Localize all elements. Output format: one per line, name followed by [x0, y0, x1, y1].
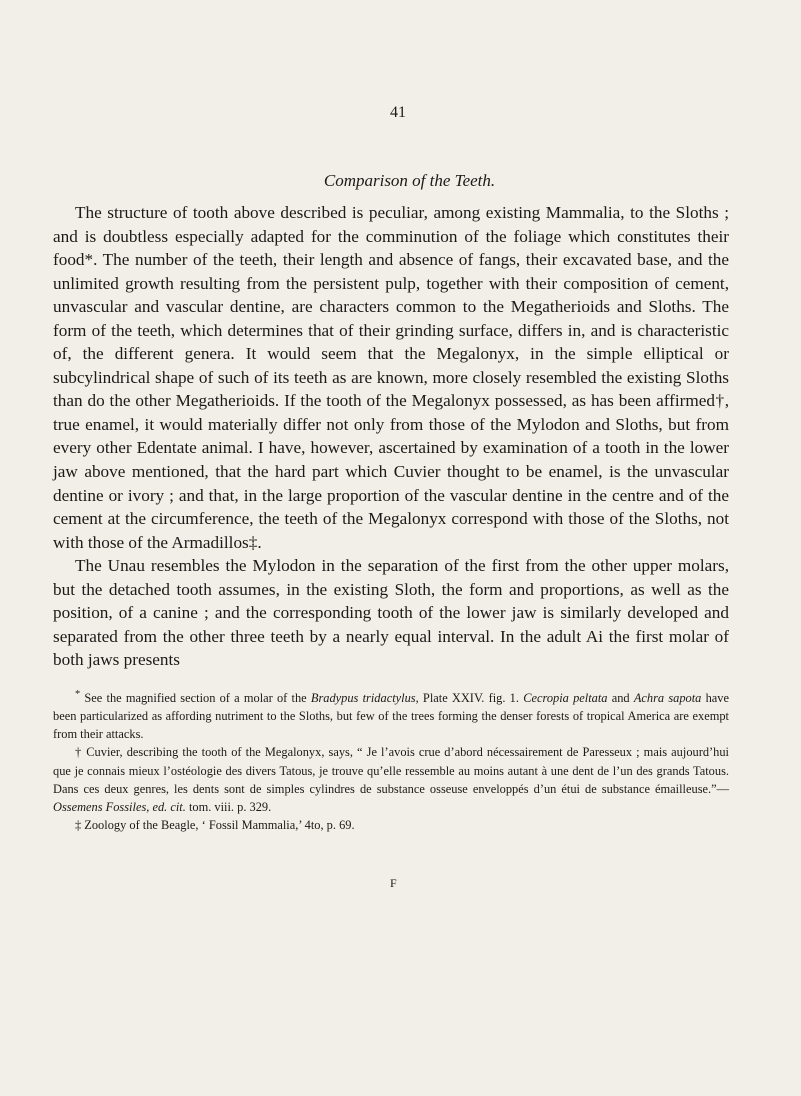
paragraph-2: The Unau resembles the Mylodon in the separation of the first from the other upper molars, but the detached tooth assumes, in the existing Sloth, the form and proportions, as well as the position, of a canine ; and the corresponding tooth of the lower jaw is similarly developed and separated from the other three teeth by a nearly equal interval. In the adult Ai the first molar of both jaws presents — [53, 556, 729, 670]
footnote-star-and: and — [607, 691, 634, 706]
paragraph-1: The structure of tooth above described is peculiar, among existing Mammalia, to the Sloths ; and is doubtless especially adapted for the comminution of the foliage which constitutes their food*. The number of the teeth, their length and absence of fangs, their excavated base, and the unlimited growth resulting from the persistent pulp, together with their composition of cement, unvascular and vascular dentine, are characters common to the Megatherioids and Sloths. The form of the teeth, which determines that of their grinding surface, differs in, and is characteristic of, the different genera. It would seem that the Megalonyx, in the simple elliptical or subcylindrical shape of such of its teeth as are known, more closely resembled the existing Sloths than do the other Megatherioids. If the tooth of the Megalonyx possessed, as has been affirmed†, true enamel, it would materially differ not only from those of the Mylodon and Sloths, but from every other Edentate animal. I have, however, ascertained by examination of a tooth in the lower jaw above mentioned, that the hard part which Cuvier thought to be enamel, is the unvascular dentine or ivory ; and that, in the large proportion of the vascular dentine in the centre and of the cement at the circumference, the teeth of the Megalonyx correspond with those of the Sloths, not with those of the Armadillos‡. — [53, 203, 729, 552]
page-number: 41 — [390, 104, 406, 121]
footnote-dagger — [53, 743, 729, 815]
footnote-star-genus1: Cecropia peltata — [523, 691, 608, 706]
footnote-star — [53, 686, 729, 743]
signature-mark: F — [390, 876, 397, 890]
footnote-star-mark: * — [75, 689, 81, 700]
section-title: Comparison of the Teeth. — [323, 171, 496, 190]
footnote-dagger-source: Ossemens Fossiles, ed. cit. — [53, 799, 186, 814]
footnotes — [53, 686, 729, 834]
footnote-double-dagger: ‡ Zoology of the Beagle, ‘ Fossil Mammalia,’ 4to, p. 69. — [75, 817, 355, 832]
body-text — [53, 201, 729, 672]
footnote-star-mid: , Plate XXIV. fig. 1. — [415, 691, 524, 706]
footnote-dagger-post: tom. viii. p. 329. — [185, 799, 272, 814]
footnote-star-genus2: Achra sapota — [633, 691, 702, 706]
footnote-dagger-text: † Cuvier, describing the tooth of the Megalonyx, says, “ Je l’avois crue d’abord nécessairement de Paresseux ; mais aujourd’hui que je connais mieux l’ostéologie des divers Tatous, je trouve qu’elle ressemble au moins autant à une dent de l’un des grands Tatous. Dans ces deux genres, les dents sont de simples cylindres de substance osseuse enveloppés d’un étui de substance émailleuse.”— — [53, 745, 729, 796]
footnote-star-species: Bradypus tridactylus — [310, 691, 416, 706]
footnote-star-post: have been particularized as affording nutriment to the Sloths, but few of the trees forming the denser forests of tropical America are exempt from their attacks. — [53, 691, 729, 742]
footnote-star-pre: See the magnified section of a molar of the — [80, 691, 311, 706]
